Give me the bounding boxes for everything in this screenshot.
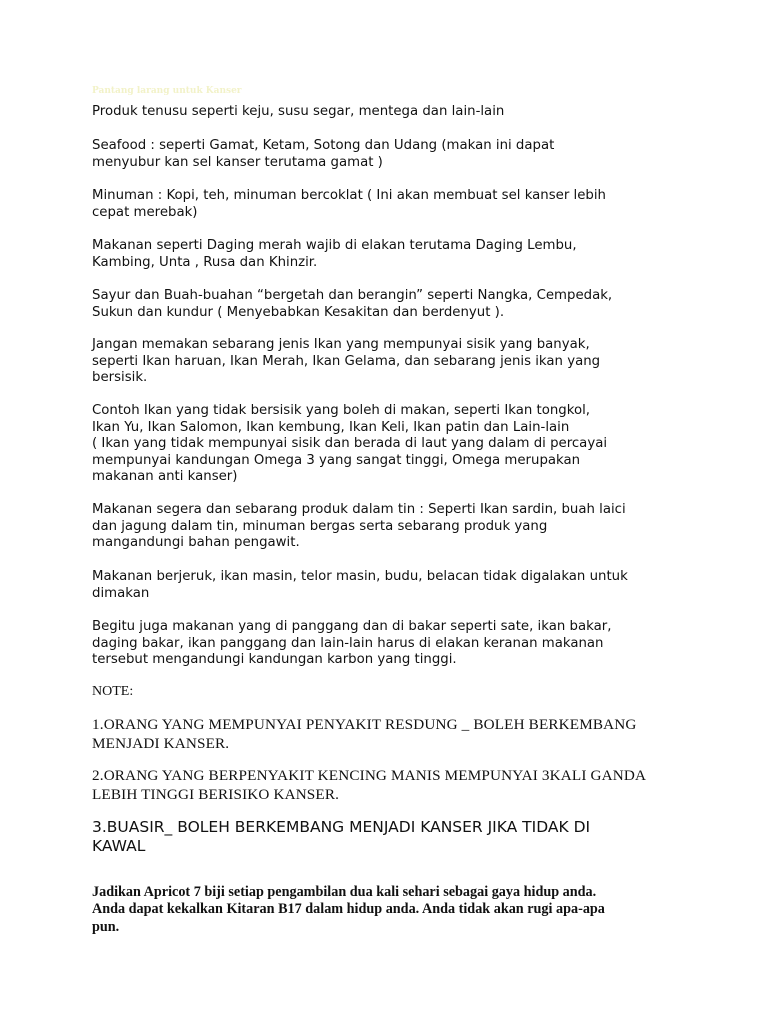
- note-item-3: 3.BUASIR_ BOLEH BERKEMBANG MENJADI KANSER JIKA TIDAK DI KAWAL: [92, 818, 591, 855]
- paragraph-drinks: Minuman : Kopi, teh, minuman bercoklat ( Ini akan membuat sel kanser lebih cepat merebak): [92, 188, 606, 220]
- note-item-2: 2.ORANG YANG BERPENYAKIT KENCING MANIS MEMPUNYAI 3KALI GANDA LEBIH TINGGI BERISIKO KANSER.: [92, 767, 647, 803]
- paragraph-canned-food: Makanan segera dan sebarang produk dalam tin : Seperti Ikan sardin, buah laici dan jagung dalam tin, minuman bergas serta sebarang produk yang mangandungi bahan pengawit.: [92, 502, 626, 551]
- paragraph-scaleless-fish: Contoh Ikan yang tidak bersisik yang boleh di makan, seperti Ikan tongkol, Ikan Yu, Ikan Salomon, Ikan kembung, Ikan Keli, Ikan patin dan Lain-lain ( Ikan yang tidak mempunyai sisik dan berada di laut yang dalam di percayai mempunyai kandungan Omega 3 yang sangat tinggi, Omega merupakan makanan anti kanser): [92, 403, 608, 485]
- paragraph-scaled-fish: Jangan memakan sebarang jenis Ikan yang mempunyai sisik yang banyak, seperti Ikan haruan, Ikan Merah, Ikan Gelama, dan sebarang jenis ikan yang bersisik.: [92, 337, 601, 386]
- closing-paragraph: Jadikan Apricot 7 biji setiap pengambilan dua kali sehari sebagai gaya hidup anda. Anda dapat kekalkan Kitaran B17 dalam hidup anda. Anda tidak akan rugi apa-apa pun.: [92, 884, 605, 935]
- paragraph-fruits-vegetables: Sayur dan Buah-buahan “bergetah dan berangin” seperti Nangka, Cempedak, Sukun dan kundur ( Menyebabkan Kesakitan dan berdenyut ).: [92, 288, 613, 320]
- paragraph-pickled-food: Makanan berjeruk, ikan masin, telor masin, budu, belacan tidak digalakan untuk dimakan: [92, 569, 628, 601]
- paragraph-red-meat: Makanan seperti Daging merah wajib di elakan terutama Daging Lembu, Kambing, Unta , Rusa dan Khinzir.: [92, 238, 577, 270]
- faint-heading: Pantang larang untuk Kanser: [92, 86, 242, 96]
- paragraph-grilled-food: Begitu juga makanan yang di panggang dan di bakar seperti sate, ikan bakar, daging bakar, ikan panggang dan lain-lain harus di elakan keranan makanan tersebut mengandungi kandungan karbon yang tinggi.: [92, 619, 612, 668]
- paragraph-seafood: Seafood : seperti Gamat, Ketam, Sotong dan Udang (makan ini dapat menyubur kan sel kanser terutama gamat ): [92, 138, 555, 170]
- note-item-1: 1.ORANG YANG MEMPUNYAI PENYAKIT RESDUNG _ BOLEH BERKEMBANG MENJADI KANSER.: [92, 716, 637, 752]
- note-label: NOTE:: [92, 684, 134, 699]
- paragraph-dairy: Produk tenusu seperti keju, susu segar, mentega dan lain-lain: [92, 104, 505, 119]
